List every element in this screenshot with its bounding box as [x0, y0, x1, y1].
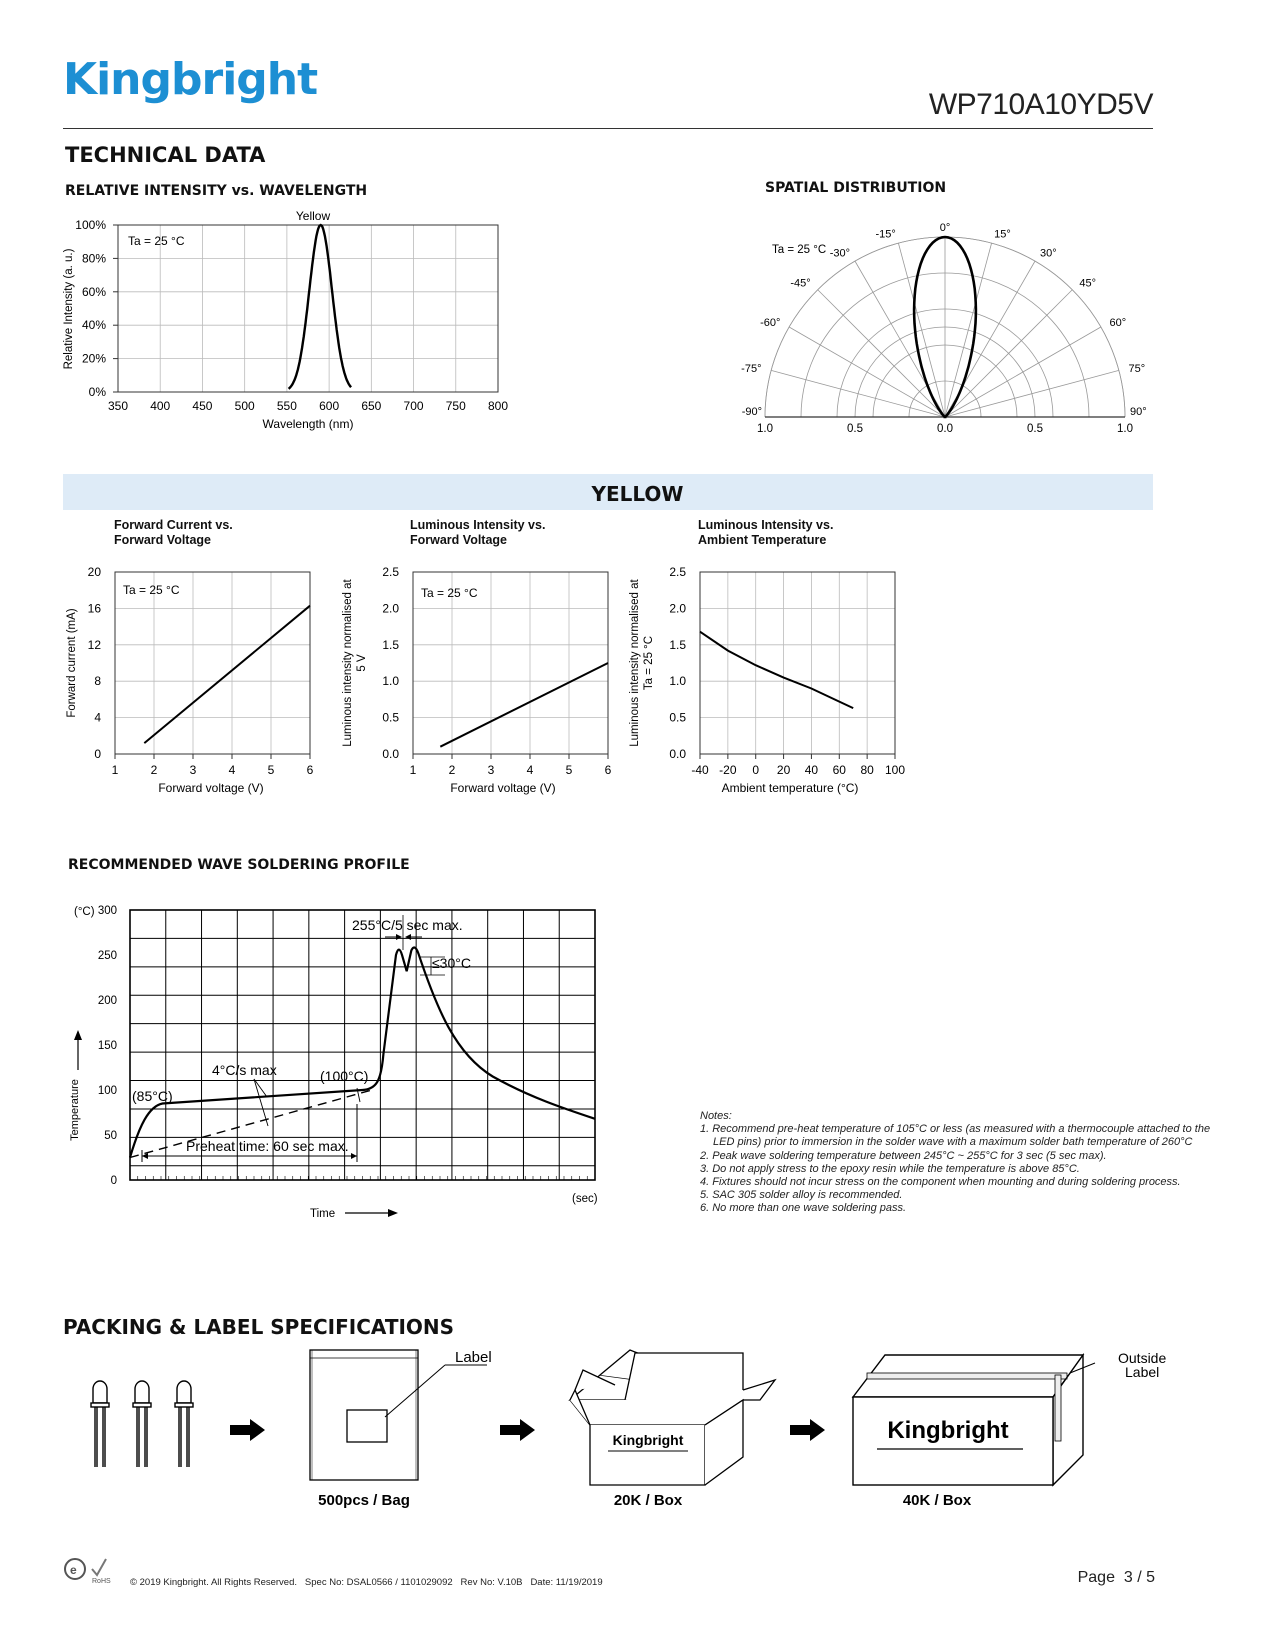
note-4: 4. Fixtures should not incur stress on the component when mounting and during soldering process. [700, 1176, 1181, 1189]
outside-label-line1: Outside [1118, 1350, 1167, 1366]
spatial-spoke [945, 327, 1101, 417]
chart-xtick: 40 [804, 763, 819, 777]
chart3-xlabel: Ambient temperature (°C) [721, 781, 859, 795]
spatial-ta: Ta = 25 °C [772, 244, 827, 256]
soldering-t100-label: (100°C) [320, 1068, 369, 1084]
outside-label-line2: Label [1125, 1364, 1160, 1380]
chart3-title-line2: Ambient Temperature [698, 533, 827, 547]
chart3-title-line1: Luminous Intensity vs. [698, 518, 834, 532]
rel-intensity-xtick: 750 [445, 399, 466, 413]
spatial-radial-tick: 0.5 [1027, 423, 1043, 435]
chart2-ta: Ta = 25 °C [421, 586, 478, 600]
arrow-icon [790, 1419, 825, 1441]
soldering-ytick: 200 [97, 995, 117, 1007]
chart-xtick: 5 [565, 763, 573, 777]
check-icon [92, 1559, 106, 1575]
large-box-caption: 40K / Box [902, 1492, 972, 1509]
chart-xtick: 6 [604, 763, 612, 777]
spatial-angle-label: 0° [939, 222, 951, 234]
chart-xtick: 1 [409, 763, 417, 777]
packing-title: PACKING & LABEL SPECIFICATIONS [63, 1315, 455, 1339]
spatial-spoke [945, 290, 1072, 417]
led-icon [175, 1381, 193, 1467]
soldering-ytick: 50 [104, 1130, 117, 1142]
spatial-radial-tick: 0.5 [847, 423, 863, 435]
rohs-text: RoHS [92, 1578, 111, 1585]
rel-intensity-title: RELATIVE INTENSITY vs. WAVELENGTH [65, 183, 368, 199]
chart-xtick: 20 [776, 763, 791, 777]
chart-ytick: 4 [94, 710, 101, 725]
rel-intensity-ytick: 100% [75, 218, 106, 232]
spatial-spoke [771, 370, 945, 417]
chart1-line [144, 606, 310, 743]
chart-ytick: 2.5 [669, 565, 686, 579]
header-rule [63, 128, 1153, 129]
note-5: 5. SAC 305 solder alloy is recommended. [700, 1189, 903, 1202]
chart-xtick: 4 [228, 763, 236, 777]
chart-xtick: 5 [267, 763, 275, 777]
part-number: WP710A10YD5V [928, 88, 1153, 121]
notes-heading: Notes: [700, 1110, 732, 1122]
led-icon [133, 1381, 151, 1467]
soldering-ytick: 250 [97, 950, 117, 962]
chart1-title-line2: Forward Voltage [114, 533, 212, 547]
rel-intensity-ytick: 60% [81, 284, 106, 299]
chart-xtick: 2 [150, 763, 158, 777]
page-number: Page 3 / 5 [1077, 1569, 1155, 1586]
spatial-spoke [945, 370, 1119, 417]
chart2-title [410, 518, 545, 548]
soldering-yunit: (°C) [74, 906, 95, 918]
chart2-xlabel: Forward voltage (V) [450, 781, 556, 795]
spatial-radial-tick: 1.0 [1117, 423, 1133, 435]
spatial-radial-tick: 0.0 [937, 423, 953, 435]
chart-xtick: 3 [189, 763, 197, 777]
spatial-spoke [945, 243, 992, 417]
chart-ytick: 20 [87, 565, 101, 579]
soldering-peak-label: 255°C/5 sec max. [352, 917, 463, 933]
rel-intensity-series-label: Yellow [295, 209, 331, 223]
soldering-ylabel: Temperature [69, 1079, 81, 1141]
spatial-angle-label: 90° [1130, 406, 1147, 418]
chart-xtick: 0 [752, 763, 760, 777]
packing-illustration [55, 1345, 1225, 1530]
rel-intensity-xtick: 350 [107, 399, 129, 413]
arrow-icon [500, 1419, 535, 1441]
soldering-xlabel: Time [310, 1208, 336, 1220]
svg-text:e: e [70, 1563, 77, 1577]
led-icons [91, 1381, 193, 1467]
rel-intensity-xtick: 650 [361, 399, 382, 413]
chart-ytick: 1.0 [669, 674, 686, 689]
note-3: 3. Do not apply stress to the epoxy resin while the temperature is above 85°C. [700, 1162, 1080, 1175]
spatial-chart [741, 222, 1205, 457]
kingbright-logo: Kingbright [63, 54, 318, 105]
chart2-title-line1: Luminous Intensity vs. [410, 518, 546, 532]
chart1-xlabel: Forward voltage (V) [158, 781, 264, 795]
led-icon [91, 1381, 109, 1467]
yellow-charts [55, 555, 935, 815]
chart1-frame [115, 572, 310, 754]
chart1-ta: Ta = 25 °C [123, 583, 180, 597]
spatial-radial-tick: 1.0 [757, 423, 773, 435]
soldering-ytick: 300 [97, 905, 117, 917]
chart-ytick: 12 [87, 637, 101, 652]
chart2-ylabel-2: 5 V [356, 654, 368, 672]
chart-xtick: 100 [884, 763, 906, 777]
chart-ytick: 0.5 [382, 710, 399, 725]
arrow-icon [230, 1419, 265, 1441]
soldering-ytick: 150 [97, 1040, 117, 1052]
note-6: 6. No more than one wave soldering pass. [700, 1202, 907, 1215]
spatial-spoke [789, 327, 945, 417]
chart-ytick: 8 [94, 674, 101, 689]
rel-intensity-chart [55, 205, 535, 455]
footer-copyright: © 2019 Kingbright. All Rights Reserved. Spec No: DSAL0566 / 1101029092 Rev No: V.10B Date: 11/19/2019 [130, 1577, 603, 1588]
soldering-rate-label: 4°C/s max [212, 1062, 277, 1078]
rel-intensity-xtick: 500 [234, 399, 255, 413]
rel-intensity-ta: Ta = 25 °C [128, 234, 185, 248]
chart-xtick: 1 [111, 763, 119, 777]
soldering-yarrow-head [74, 1030, 82, 1040]
chart-ytick: 1.0 [382, 674, 399, 689]
soldering-ytick: 0 [110, 1175, 117, 1187]
spatial-spoke [898, 243, 945, 417]
rel-intensity-xtick: 450 [192, 399, 213, 413]
chart-ytick: 1.5 [382, 637, 399, 652]
rel-intensity-xtick: 400 [150, 399, 171, 413]
spatial-angle-label: 15° [994, 228, 1011, 241]
spatial-angle-label: 75° [1128, 362, 1146, 375]
chart3-ylabel-1: Luminous intensity normalised at [629, 579, 641, 747]
chart1-title-line1: Forward Current vs. [114, 518, 233, 532]
chart3-ylabel-2: Ta = 25 °C [643, 635, 655, 691]
chart-ytick: 0.0 [382, 747, 399, 761]
spatial-angle-label: -30° [829, 247, 850, 260]
rel-intensity-ytick: 80% [81, 251, 106, 266]
rel-intensity-ytick: 0% [88, 385, 106, 399]
rel-intensity-xtick: 550 [276, 399, 297, 413]
chart3-line [700, 632, 853, 708]
notes [700, 1110, 1220, 1216]
spatial-angle-label: 30° [1040, 247, 1057, 260]
spatial-angle-label: -15° [875, 228, 896, 241]
spatial-angle-label: -75° [741, 362, 762, 375]
chart2-ylabel-1: Luminous intensity normalised at [342, 579, 354, 747]
chart1-ylabel: Forward current (mA) [66, 608, 78, 718]
soldering-xunit: (sec) [572, 1193, 598, 1205]
chart-xtick: 80 [860, 763, 874, 777]
chart3-frame [700, 572, 895, 754]
soldering-preheat-label: Preheat time: 60 sec max. [186, 1138, 349, 1154]
chart2-title-line2: Forward Voltage [410, 533, 508, 547]
spatial-angle-label: -60° [760, 317, 781, 329]
rel-intensity-xtick: 700 [403, 399, 424, 413]
chart-xtick: 60 [832, 763, 846, 777]
chart-xtick: -20 [719, 763, 737, 777]
soldering-chart [55, 895, 615, 1225]
soldering-dip-label: ≤30°C [432, 955, 471, 971]
soldering-xarrow-head [388, 1209, 398, 1217]
chart-ytick: 0.0 [669, 747, 686, 761]
chart2-line [440, 663, 608, 747]
rel-intensity-xtick: 800 [487, 399, 509, 413]
chart1-title [114, 518, 233, 548]
chart-xtick: 2 [448, 763, 456, 777]
chart-ytick: 0.5 [669, 710, 686, 725]
spatial-angle-label: -90° [741, 406, 762, 418]
rel-intensity-ytick: 40% [81, 318, 106, 333]
large-box-brand: Kingbright [887, 1417, 1009, 1444]
soldering-title: RECOMMENDED WAVE SOLDERING PROFILE [68, 857, 410, 873]
small-box-caption: 20K / Box [613, 1492, 683, 1509]
bag-caption: 500pcs / Bag [318, 1492, 410, 1509]
chart-xtick: -40 [691, 763, 709, 777]
bag-label-text: Label [455, 1349, 492, 1366]
chart-ytick: 1.5 [669, 637, 686, 652]
chart-xtick: 3 [487, 763, 495, 777]
chart-ytick: 2.5 [382, 565, 399, 579]
bag-icon [310, 1350, 487, 1480]
rel-intensity-ytick: 20% [81, 351, 106, 366]
certification-icons [62, 1555, 122, 1585]
spatial-title: SPATIAL DISTRIBUTION [765, 180, 947, 196]
rel-intensity-xtick: 600 [319, 399, 340, 413]
chart3-title [698, 518, 833, 548]
soldering-ytick: 100 [97, 1085, 117, 1097]
spatial-angle-label: -45° [790, 277, 811, 290]
spatial-angle-label: 60° [1109, 317, 1127, 329]
rel-intensity-xlabel: Wavelength (nm) [262, 417, 354, 431]
small-box-brand: Kingbright [612, 1432, 684, 1448]
spatial-angle-label: 45° [1079, 277, 1096, 290]
chart-ytick: 2.0 [669, 601, 686, 616]
spatial-spoke [818, 290, 945, 417]
soldering-t85-label: (85°C) [132, 1088, 173, 1104]
note-2: 2. Peak wave soldering temperature between 245°C ~ 255°C for 3 sec (5 sec max). [700, 1149, 1107, 1162]
chart-ytick: 0 [94, 747, 101, 761]
chart-xtick: 6 [306, 763, 314, 777]
yellow-band-title: YELLOW [591, 482, 684, 506]
chart-ytick: 16 [87, 601, 101, 616]
rel-intensity-ylabel: Relative Intensity (a. u.) [63, 248, 75, 370]
note-1: 1. Recommend pre-heat temperature of 105°C or less (as measured with a thermocouple attached to the LED pins) prior to immersion in the solder wave with a maximum solder bath temperature of 260°C [700, 1123, 1211, 1149]
chart-ytick: 2.0 [382, 601, 399, 616]
chart-xtick: 4 [526, 763, 534, 777]
small-box-icon [570, 1350, 775, 1485]
rel-intensity-curve [289, 225, 352, 389]
section-title: TECHNICAL DATA [65, 143, 266, 167]
